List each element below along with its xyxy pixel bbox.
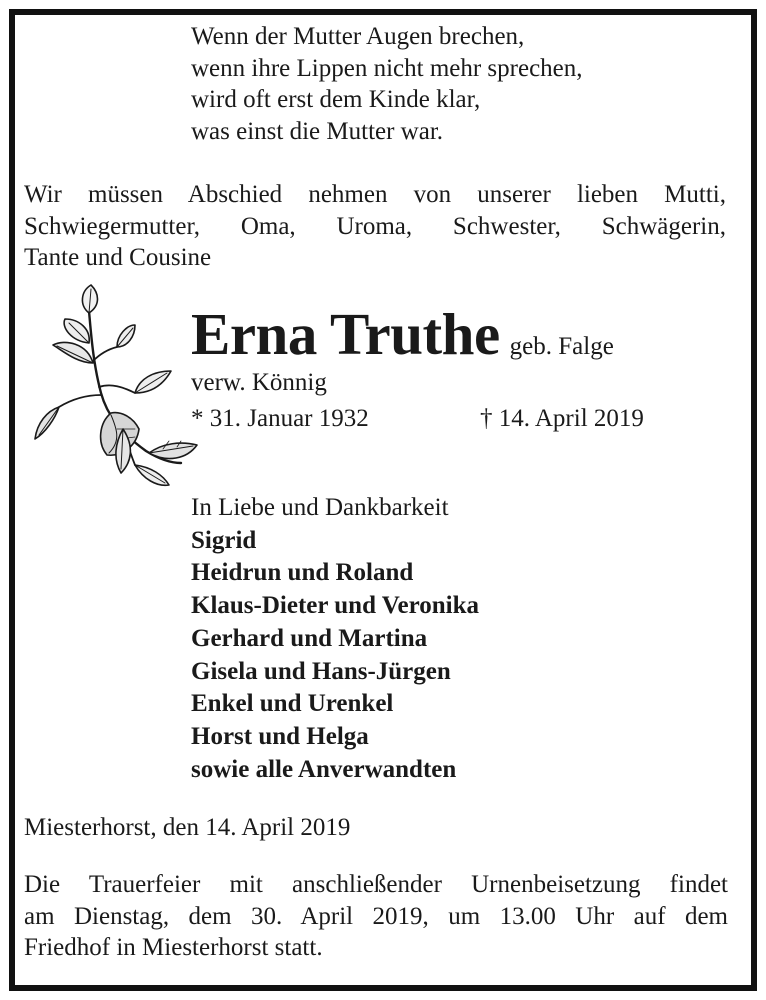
poem-line: Wenn der Mutter Augen brechen, [191, 23, 525, 50]
farewell-line: Tante und Cousine [24, 244, 212, 271]
maiden-name: geb. Falge [509, 333, 614, 360]
birth-date: * 31. Januar 1932 [191, 405, 369, 432]
place-and-date: Miesterhorst, den 14. April 2019 [24, 814, 351, 841]
widowed-name: verw. Könnig [191, 369, 327, 396]
deceased-name-line [191, 299, 614, 369]
mourner-name: Horst und Helga [191, 722, 369, 750]
funeral-notice [24, 869, 728, 964]
mourner-name: Gerhard und Martina [191, 624, 428, 652]
leaf-branch-icon [31, 283, 201, 493]
funeral-line: Die Trauerfeier mit anschließender Urnenbeisetzung findet [24, 871, 728, 898]
mourner-name: Sigrid [191, 526, 257, 554]
farewell-line: Wir müssen Abschied nehmen von unserer lieben Mutti, [24, 181, 726, 208]
mourner-name: Klaus-Dieter und Veronika [191, 592, 480, 620]
poem-line: wenn ihre Lippen nicht mehr sprechen, [191, 54, 583, 82]
mourner-name: Heidrun und Roland [191, 559, 414, 587]
mourner-name: Enkel und Urenkel [191, 690, 394, 718]
deceased-name: Erna Truthe [191, 301, 500, 367]
death-date: † 14. April 2019 [480, 405, 644, 432]
mourner-name: sowie alle Anverwandten [191, 755, 457, 783]
farewell-text [24, 179, 726, 274]
farewell-line: Schwiegermutter, Oma, Uroma, Schwester, Schwägerin, [24, 212, 726, 240]
poem-line: wird oft erst dem Kinde klar, [191, 86, 481, 113]
mourner-name: Gisela und Hans-Jürgen [191, 657, 451, 685]
funeral-line: Friedhof in Miesterhorst statt. [24, 934, 323, 961]
poem-line: was einst die Mutter war. [191, 117, 444, 145]
poem [191, 21, 583, 147]
funeral-line: am Dienstag, dem 30. April 2019, um 13.00 Uhr auf dem [24, 902, 728, 930]
mourners-list [191, 492, 479, 786]
mourners-intro: In Liebe und Dankbarkeit [191, 494, 449, 521]
